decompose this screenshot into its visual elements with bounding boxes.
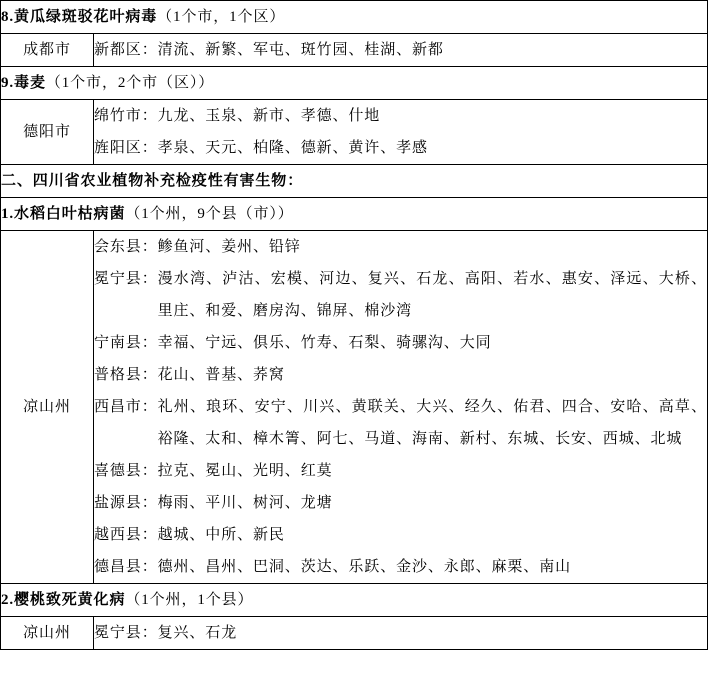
county-label: 旌阳区： (94, 140, 158, 156)
location-entry (94, 519, 707, 551)
locations-cell (94, 617, 708, 650)
township-list: 德州、昌州、巴洞、茨达、乐跃、金沙、永郎、麻栗、南山 (157, 559, 572, 575)
location-entry (94, 617, 707, 649)
pest-title: 8.黄瓜绿斑驳花叶病毒 (1, 9, 158, 25)
county-label: 新都区： (94, 42, 158, 58)
pest-heading-row (1, 584, 708, 617)
pest-heading-row (1, 1, 708, 34)
section-heading-cell (1, 165, 708, 198)
county-label: 冕宁县： (94, 271, 158, 287)
township-list: 梅雨、平川、树河、龙塘 (157, 495, 333, 511)
county-label: 越西县： (94, 527, 158, 543)
pest-heading-cell (1, 198, 708, 231)
pest-area-row (1, 34, 708, 67)
pest-scope: （1个州，1个县） (125, 592, 254, 608)
county-label: 普格县： (94, 367, 158, 383)
pest-heading-row (1, 67, 708, 100)
township-list: 花山、普基、荞窝 (157, 367, 285, 383)
township-list: 越城、中所、新民 (157, 527, 285, 543)
county-label: 盐源县： (94, 495, 158, 511)
location-entry (94, 100, 707, 132)
township-list: 清流、新繁、军屯、斑竹园、桂湖、新都 (157, 42, 444, 58)
township-list: 礼州、琅环、安宁、川兴、黄联关、大兴、经久、佑君、四合、安哈、高草、裕隆、太和、樟木箐、阿七、马道、海南、新村、东城、长安、西城、北城 (157, 399, 707, 447)
location-entry (94, 132, 707, 164)
location-entry (94, 34, 707, 66)
pest-heading-cell (1, 67, 708, 100)
county-label: 德昌县： (94, 559, 158, 575)
township-list: 幸福、宁远、俱乐、竹寿、石梨、骑骡沟、大同 (157, 335, 492, 351)
county-label: 冕宁县： (94, 625, 158, 641)
location-entry (94, 231, 707, 263)
pest-scope: （1个市，1个区） (157, 9, 286, 25)
region-cell: 德阳市 (1, 100, 94, 165)
location-entry (94, 263, 707, 327)
county-label: 会东县： (94, 239, 158, 255)
township-list: 孝泉、天元、柏隆、德新、黄许、孝感 (157, 140, 428, 156)
pest-heading-row (1, 198, 708, 231)
pest-title: 2.樱桃致死黄化病 (1, 592, 126, 608)
township-list: 鲹鱼河、姜州、铅锌 (157, 239, 301, 255)
township-list: 拉克、冕山、光明、红莫 (157, 463, 333, 479)
county-label: 西昌市： (94, 399, 158, 415)
pest-title: 1.水稻白叶枯病菌 (1, 206, 126, 222)
pest-heading-cell (1, 584, 708, 617)
location-entry (94, 359, 707, 391)
county-label: 宁南县： (94, 335, 158, 351)
pest-scope: （1个市，2个市（区）） (45, 75, 215, 91)
township-list: 九龙、玉泉、新市、孝德、什地 (157, 108, 381, 124)
locations-cell (94, 231, 708, 584)
pest-area-row (1, 231, 708, 584)
county-label: 喜德县： (94, 463, 158, 479)
pest-title: 9.毒麦 (1, 75, 46, 91)
location-entry (94, 327, 707, 359)
section-heading-row (1, 165, 708, 198)
location-entry (94, 391, 707, 455)
section-heading: 二、四川省农业植物补充检疫性有害生物： (1, 173, 304, 189)
region-cell: 凉山州 (1, 231, 94, 584)
locations-cell (94, 100, 708, 165)
pest-area-row (1, 100, 708, 165)
county-label: 绵竹市： (94, 108, 158, 124)
pest-heading-cell (1, 1, 708, 34)
location-entry (94, 487, 707, 519)
pest-area-row (1, 617, 708, 650)
township-list: 漫水湾、泸沽、宏模、河边、复兴、石龙、高阳、若水、惠安、泽远、大桥、里庄、和爱、磨房沟、锦屏、棉沙湾 (157, 271, 707, 319)
location-entry (94, 551, 707, 583)
township-list: 复兴、石龙 (157, 625, 238, 641)
location-entry (94, 455, 707, 487)
region-cell: 凉山州 (1, 617, 94, 650)
region-cell: 成都市 (1, 34, 94, 67)
pest-scope: （1个州，9个县（市）） (125, 206, 294, 222)
locations-cell (94, 34, 708, 67)
